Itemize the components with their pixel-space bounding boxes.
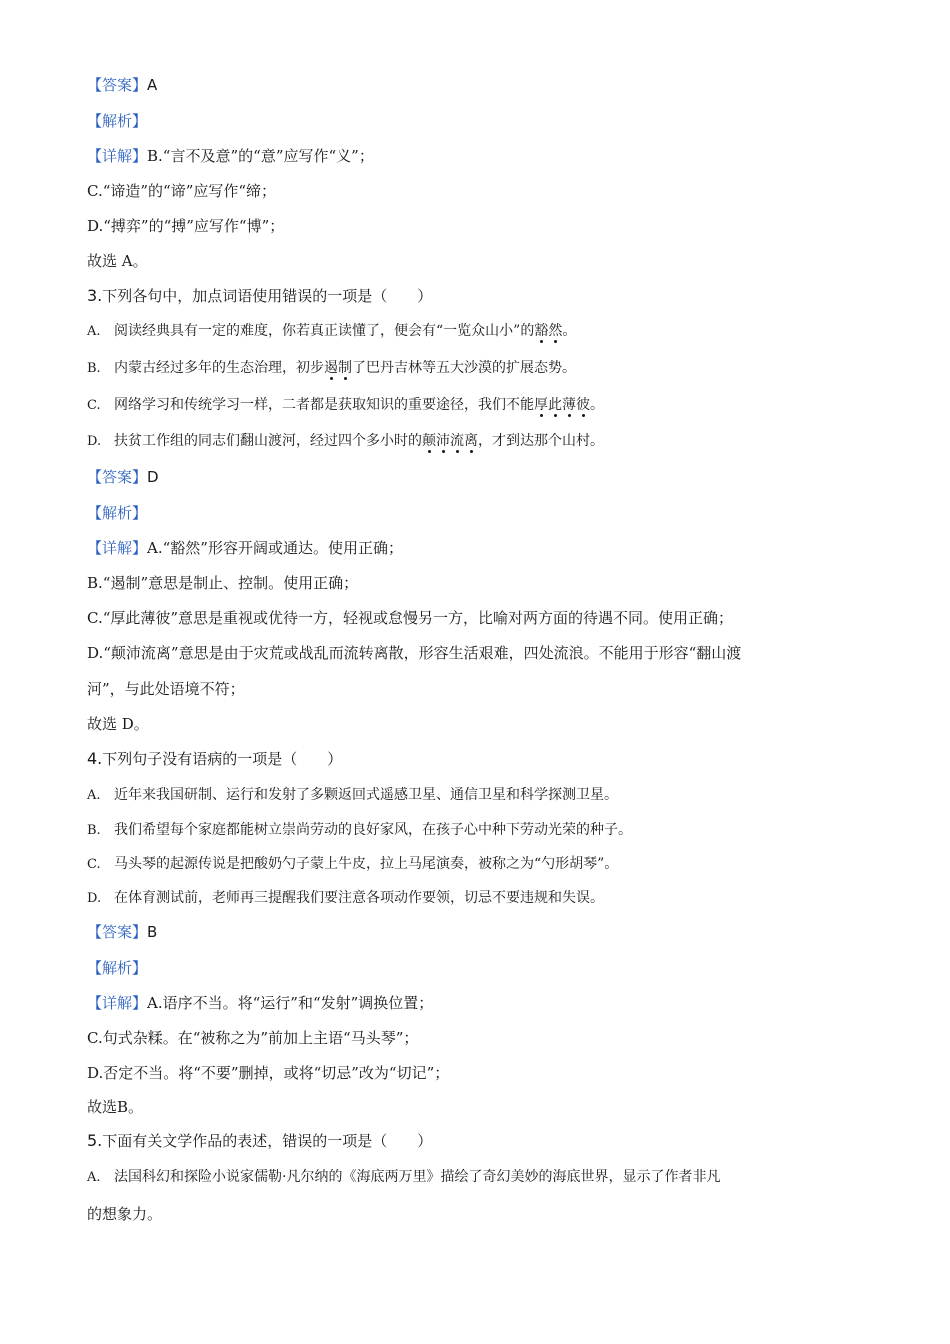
detail-tag: 【详解】 — [87, 539, 148, 557]
option-text: 阅读经典具有一定的难度，你若真正读懂了，便会有“一览众山小”的 — [114, 323, 535, 339]
q3-option-b — [87, 358, 576, 379]
detail-line — [87, 538, 403, 558]
analysis-tag: 【解析】 — [87, 959, 148, 977]
option-text: 内蒙古经过多年的生态治理，初步 — [114, 360, 324, 376]
detail-line: D.“搏弈”的“搏”应写作“博”； — [87, 217, 285, 235]
q3-option-a — [87, 321, 576, 342]
option-label: A. — [87, 324, 101, 339]
detail-line: D.“颠沛流离”意思是由于灾荒或战乱而流转离散，形容生活艰难，四处流浪。不能用于形容“翻山渡 — [87, 644, 742, 662]
option-label: B. — [87, 361, 101, 376]
detail-line: 故选 D。 — [87, 715, 149, 733]
detail-line: 河”，与此处语境不符； — [87, 680, 245, 698]
option-label: C. — [87, 398, 101, 413]
option-label: D. — [87, 891, 102, 906]
question-5-stem — [87, 1131, 432, 1151]
option-text: 扶贫工作组的同志们翻山渡河，经过四个多小时的 — [114, 433, 422, 449]
option-text: 法国科幻和探险小说家儒勒·凡尔纳的《海底两万里》描绘了奇幻美妙的海底世界，显示了作者非凡 — [114, 1169, 721, 1185]
question-text: 下面有关文学作品的表述，错误的一项是（ ） — [102, 1132, 433, 1150]
answer-line-q2 — [87, 75, 157, 95]
option-text: 。 — [562, 323, 577, 339]
answer-line-q3 — [87, 467, 159, 487]
dotted-char: 厚 — [534, 397, 548, 413]
detail-line: C.“谛造”的“谛”应写作“缔； — [87, 182, 277, 200]
question-3-stem — [87, 286, 432, 306]
dotted-char: 流 — [450, 433, 464, 449]
q4-option-c — [87, 854, 618, 875]
q3-option-c — [87, 395, 604, 416]
dotted-char: 豁 — [534, 323, 549, 339]
question-number: 4. — [87, 749, 103, 768]
answer-value: D — [147, 468, 159, 486]
detail-line: C.句式杂糅。在“被称之为”前加上主语“马头琴”； — [87, 1029, 419, 1047]
dotted-char: 薄 — [562, 397, 576, 413]
detail-line: B.“遏制”意思是制止、控制。使用正确； — [87, 574, 359, 592]
option-text: 近年来我国研制、运行和发射了多颗返回式遥感卫星、通信卫星和科学探测卫星。 — [114, 787, 618, 803]
q4-option-d — [87, 888, 604, 909]
question-text: 下列各句中，加点词语使用错误的一项是（ ） — [102, 287, 433, 305]
option-text: 在体育测试前，老师再三提醒我们要注意各项动作要领，切忌不要违规和失误。 — [114, 890, 604, 906]
detail-line — [87, 146, 374, 166]
analysis-tag: 【解析】 — [87, 112, 148, 130]
q5-option-a-continued: 的想象力。 — [87, 1205, 163, 1223]
dotted-char: 然 — [548, 323, 563, 339]
dotted-char: 遏 — [324, 360, 338, 376]
answer-value: B — [147, 923, 158, 941]
q3-option-d — [87, 431, 604, 452]
option-label: A. — [87, 1170, 101, 1185]
option-label: C. — [87, 857, 101, 872]
detail-line: D.否定不当。将“不要”删掉，或将“切忌”改为“切记”； — [87, 1064, 450, 1082]
option-text: 我们希望每个家庭都能树立崇尚劳动的良好家风，在孩子心中种下劳动光荣的种子。 — [114, 822, 632, 838]
detail-tag: 【详解】 — [87, 147, 148, 165]
question-text: 下列句子没有语病的一项是（ ） — [102, 750, 343, 768]
option-text: ，才到达那个山村。 — [478, 433, 604, 449]
detail-text: A.“豁然”形容开阔或通达。使用正确； — [147, 539, 403, 557]
dotted-char: 离 — [464, 433, 478, 449]
detail-line: C.“厚此薄彼”意思是重视或优待一方，轻视或怠慢另一方，比喻对两方面的待遇不同。使用正确； — [87, 609, 734, 627]
option-label: A. — [87, 788, 101, 803]
option-text: 。 — [590, 397, 604, 413]
q4-option-b — [87, 820, 632, 841]
dotted-char: 制 — [338, 360, 352, 376]
q5-option-a — [87, 1167, 720, 1188]
question-number: 3. — [87, 286, 103, 305]
answer-tag: 【答案】 — [87, 468, 148, 486]
detail-line — [87, 993, 433, 1013]
option-text: 马头琴的起源传说是把酸奶勺子蒙上牛皮，拉上马尾演奏，被称之为“勺形胡琴”。 — [114, 856, 619, 872]
question-4-stem — [87, 749, 342, 769]
answer-line-q4 — [87, 922, 157, 942]
detail-tag: 【详解】 — [87, 994, 148, 1012]
q4-option-a — [87, 785, 618, 806]
answer-tag: 【答案】 — [87, 923, 148, 941]
dotted-char: 颠 — [422, 433, 436, 449]
answer-tag: 【答案】 — [87, 76, 148, 94]
detail-text: A.语序不当。将“运行”和“发射”调换位置； — [147, 994, 434, 1012]
dotted-char: 彼 — [576, 397, 590, 413]
answer-value: A — [147, 76, 158, 94]
option-text: 了巴丹吉林等五大沙漠的扩展态势。 — [352, 360, 576, 376]
detail-line: 故选 A。 — [87, 252, 148, 270]
option-label: B. — [87, 823, 101, 838]
option-text: 网络学习和传统学习一样，二者都是获取知识的重要途径，我们不能 — [114, 397, 534, 413]
analysis-tag: 【解析】 — [87, 504, 148, 522]
dotted-char: 沛 — [436, 433, 450, 449]
detail-text: B.“言不及意”的“意”应写作“义”； — [147, 147, 374, 165]
question-number: 5. — [87, 1131, 103, 1150]
option-label: D. — [87, 434, 102, 449]
detail-line: 故选B。 — [87, 1098, 144, 1116]
dotted-char: 此 — [548, 397, 562, 413]
